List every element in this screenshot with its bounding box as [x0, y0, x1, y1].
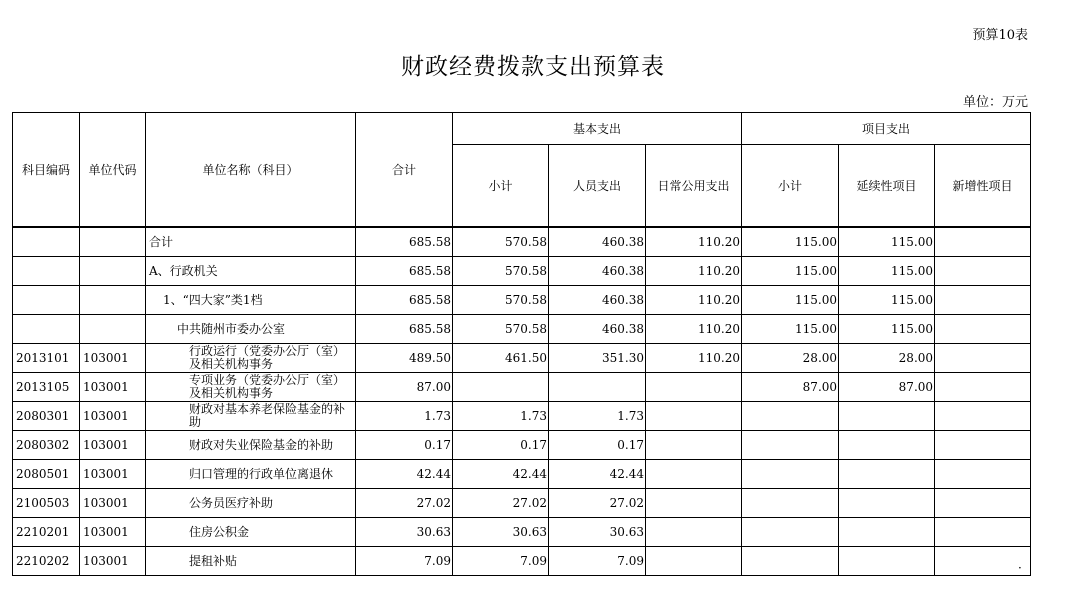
cell-daily-public	[646, 315, 742, 344]
cell-new	[935, 489, 1031, 518]
table-row	[13, 257, 1031, 286]
page-title: 财政经费拨款支出预算表	[401, 54, 665, 80]
cell-basic-subtotal	[453, 402, 549, 431]
cell-subject-code	[13, 227, 80, 257]
cell-unit-code	[80, 315, 146, 344]
cell-unit-name-text: 公务员医疗补助	[189, 495, 274, 510]
cell-daily-public	[646, 373, 742, 402]
cell-unit-name	[146, 286, 356, 315]
cell-unit-name	[146, 460, 356, 489]
cell-personnel-text: 27.02	[609, 496, 644, 510]
cell-unit-code	[80, 286, 146, 315]
cell-unit-name-text: 住房公积金	[189, 524, 250, 539]
cell-subject-code	[13, 315, 80, 344]
cell-personnel	[549, 315, 646, 344]
cell-new	[935, 286, 1031, 315]
cell-daily-public	[646, 547, 742, 576]
unit-label: 单位：万元	[962, 95, 1028, 110]
cell-unit-code	[80, 460, 146, 489]
cell-unit-code-text: 103001	[83, 409, 129, 423]
table-row	[13, 402, 1031, 431]
budget-table	[12, 112, 1031, 576]
cell-basic-subtotal-text: 570.58	[505, 235, 547, 249]
col-header-project-subtotal: 小计	[742, 145, 839, 228]
cell-continuing	[839, 227, 935, 257]
cell-project-subtotal	[742, 315, 839, 344]
cell-continuing-text: 115.00	[891, 322, 934, 336]
cell-unit-name	[146, 315, 356, 344]
cell-total-text: 7.09	[424, 554, 451, 568]
cell-daily-public	[646, 286, 742, 315]
col-header-daily-public: 日常公用支出	[646, 145, 742, 228]
cell-continuing-text: 115.00	[891, 235, 934, 249]
cell-daily-public	[646, 460, 742, 489]
cell-total-text: 27.02	[416, 496, 451, 510]
cell-basic-subtotal-text: 461.50	[505, 351, 547, 365]
cell-project-subtotal	[742, 344, 839, 373]
cell-new	[935, 431, 1031, 460]
cell-basic-subtotal-text: 30.63	[512, 525, 547, 539]
cell-basic-subtotal	[453, 286, 549, 315]
cell-project-subtotal	[742, 373, 839, 402]
cell-unit-name-text: A、行政机关	[149, 263, 218, 278]
cell-subject-code-text: 2210202	[16, 554, 70, 568]
cell-basic-subtotal	[453, 344, 549, 373]
cell-unit-name-text: 中共随州市委办公室	[177, 321, 286, 336]
cell-personnel	[549, 431, 646, 460]
cell-continuing	[839, 489, 935, 518]
cell-total	[356, 344, 453, 373]
cell-personnel	[549, 257, 646, 286]
table-row	[13, 460, 1031, 489]
cell-personnel	[549, 286, 646, 315]
cell-project-subtotal-text: 115.00	[795, 235, 838, 249]
cell-project-subtotal-text: 115.00	[795, 293, 838, 307]
cell-continuing-text: 115.00	[891, 264, 934, 278]
cell-unit-name	[146, 547, 356, 576]
table-row	[13, 547, 1031, 576]
cell-total-text: 0.17	[424, 438, 451, 452]
cell-unit-code-text: 103001	[83, 496, 129, 510]
cell-subject-code	[13, 547, 80, 576]
cell-new	[935, 344, 1031, 373]
cell-daily-public	[646, 518, 742, 547]
cell-personnel-text: 460.38	[602, 264, 644, 278]
cell-unit-code	[80, 402, 146, 431]
cell-total	[356, 227, 453, 257]
cell-basic-subtotal-text: 0.17	[520, 438, 547, 452]
cell-unit-name	[146, 227, 356, 257]
cell-total	[356, 460, 453, 489]
cell-total-text: 87.00	[416, 380, 451, 394]
cell-unit-name-text: 专项业务（党委办公厅（室）及相关机构事务	[189, 373, 346, 400]
cell-total	[356, 257, 453, 286]
cell-subject-code	[13, 257, 80, 286]
cell-project-subtotal	[742, 402, 839, 431]
cell-personnel-text: 351.30	[602, 351, 644, 365]
cell-total-text: 1.73	[424, 409, 451, 423]
cell-project-subtotal-text: 115.00	[795, 322, 838, 336]
cell-unit-name-text: 合计	[149, 234, 174, 249]
cell-continuing	[839, 547, 935, 576]
cell-total-text: 685.58	[409, 322, 451, 336]
cell-unit-code	[80, 547, 146, 576]
cell-daily-public	[646, 431, 742, 460]
table-row	[13, 315, 1031, 344]
col-header-unit-code: 单位代码	[80, 113, 146, 228]
col-header-project: 项目支出	[742, 113, 1031, 145]
cell-project-subtotal	[742, 489, 839, 518]
table-row	[13, 227, 1031, 257]
cell-basic-subtotal	[453, 489, 549, 518]
table-row	[13, 431, 1031, 460]
cell-unit-name-text: 财政对失业保险基金的补助	[189, 437, 334, 452]
cell-new	[935, 402, 1031, 431]
cell-personnel	[549, 344, 646, 373]
cell-basic-subtotal	[453, 227, 549, 257]
cell-total-text: 30.63	[416, 525, 451, 539]
cell-unit-name-text: 财政对基本养老保险基金的补助	[189, 402, 346, 429]
cell-daily-public	[646, 227, 742, 257]
cell-unit-name	[146, 518, 356, 547]
cell-unit-name-text: 提租补贴	[189, 553, 238, 568]
cell-continuing	[839, 431, 935, 460]
cell-subject-code-text: 2080501	[16, 467, 70, 481]
table-row	[13, 489, 1031, 518]
cell-basic-subtotal-text: 42.44	[512, 467, 547, 481]
cell-personnel-text: 7.09	[617, 554, 644, 568]
cell-subject-code	[13, 431, 80, 460]
cell-personnel-text: 460.38	[602, 293, 644, 307]
cell-personnel-text: 460.38	[602, 322, 644, 336]
cell-total-text: 489.50	[409, 351, 451, 365]
table-row	[13, 373, 1031, 402]
cell-subject-code-text: 2100503	[16, 496, 70, 510]
cell-subject-code	[13, 460, 80, 489]
cell-basic-subtotal-text: 570.58	[505, 293, 547, 307]
cell-project-subtotal	[742, 460, 839, 489]
cell-project-subtotal	[742, 227, 839, 257]
cell-basic-subtotal-text: 1.73	[520, 409, 547, 423]
cell-new	[935, 373, 1031, 402]
cell-continuing	[839, 402, 935, 431]
cell-continuing	[839, 373, 935, 402]
cell-total	[356, 547, 453, 576]
table-row	[13, 344, 1031, 373]
cell-subject-code	[13, 286, 80, 315]
cell-total	[356, 315, 453, 344]
cell-subject-code-text: 2013105	[16, 380, 70, 394]
cell-daily-public	[646, 402, 742, 431]
table-number: 预算10表	[972, 28, 1028, 43]
cell-continuing	[839, 315, 935, 344]
cell-new	[935, 518, 1031, 547]
cell-basic-subtotal	[453, 460, 549, 489]
cell-personnel	[549, 489, 646, 518]
cell-daily-public-text: 110.20	[698, 351, 741, 365]
cell-unit-code	[80, 344, 146, 373]
col-header-new: 新增性项目	[935, 145, 1031, 228]
cell-basic-subtotal	[453, 315, 549, 344]
cell-total	[356, 402, 453, 431]
cell-personnel	[549, 373, 646, 402]
cell-total-text: 685.58	[409, 264, 451, 278]
cell-unit-name	[146, 257, 356, 286]
cell-daily-public-text: 110.20	[698, 264, 741, 278]
cell-unit-name	[146, 431, 356, 460]
cell-daily-public	[646, 489, 742, 518]
cell-daily-public	[646, 344, 742, 373]
cell-basic-subtotal-text: 27.02	[512, 496, 547, 510]
cell-unit-name	[146, 489, 356, 518]
cell-unit-name	[146, 373, 356, 402]
cell-basic-subtotal	[453, 257, 549, 286]
cell-personnel-text: 42.44	[609, 467, 644, 481]
cell-daily-public	[646, 257, 742, 286]
cell-project-subtotal	[742, 431, 839, 460]
cell-project-subtotal	[742, 547, 839, 576]
cell-new	[935, 227, 1031, 257]
table-row	[13, 518, 1031, 547]
cell-subject-code	[13, 489, 80, 518]
cell-total	[356, 373, 453, 402]
cell-unit-code-text: 103001	[83, 351, 129, 365]
cell-unit-name-text: 行政运行（党委办公厅（室）及相关机构事务	[189, 344, 346, 371]
cell-daily-public-text: 110.20	[698, 235, 741, 249]
cell-continuing-text: 115.00	[891, 293, 934, 307]
cell-new	[935, 257, 1031, 286]
cell-total-text: 42.44	[416, 467, 451, 481]
cell-personnel-text: 1.73	[617, 409, 644, 423]
cell-basic-subtotal-text: 570.58	[505, 322, 547, 336]
col-header-basic-subtotal: 小计	[453, 145, 549, 228]
cell-daily-public-text: 110.20	[698, 322, 741, 336]
col-header-basic: 基本支出	[453, 113, 742, 145]
cell-project-subtotal-text: 87.00	[802, 380, 838, 394]
cell-unit-code-text: 103001	[83, 554, 129, 568]
cell-subject-code-text: 2013101	[16, 351, 70, 365]
cell-basic-subtotal	[453, 431, 549, 460]
cell-personnel-text: 30.63	[609, 525, 644, 539]
cell-personnel	[549, 227, 646, 257]
cell-subject-code	[13, 518, 80, 547]
cell-unit-code	[80, 257, 146, 286]
cell-unit-name	[146, 402, 356, 431]
cell-unit-code-text: 103001	[83, 438, 129, 452]
col-header-continuing: 延续性项目	[839, 145, 935, 228]
cell-project-subtotal	[742, 518, 839, 547]
table-row	[13, 286, 1031, 315]
cell-personnel	[549, 460, 646, 489]
cell-daily-public-text: 110.20	[698, 293, 741, 307]
col-header-subject-code: 科目编码	[13, 113, 80, 228]
cell-basic-subtotal	[453, 373, 549, 402]
cell-subject-code-text: 2080301	[16, 409, 70, 423]
cell-new	[935, 547, 1031, 576]
cell-unit-code-text: 103001	[83, 525, 129, 539]
cell-basic-subtotal-text: 570.58	[505, 264, 547, 278]
cell-personnel	[549, 518, 646, 547]
cell-project-subtotal	[742, 257, 839, 286]
cell-new	[935, 460, 1031, 489]
cell-continuing	[839, 460, 935, 489]
cell-basic-subtotal-text: 7.09	[520, 554, 547, 568]
cell-unit-code	[80, 373, 146, 402]
cell-unit-name-text: 归口管理的行政单位离退休	[189, 466, 334, 481]
cell-project-subtotal	[742, 286, 839, 315]
cell-continuing-text: 28.00	[898, 351, 934, 365]
cell-unit-code	[80, 227, 146, 257]
cell-unit-name-text: 1、“四大家”类1档	[163, 292, 263, 307]
stray-mark: ·	[1018, 561, 1022, 575]
cell-project-subtotal-text: 115.00	[795, 264, 838, 278]
col-header-personnel: 人员支出	[549, 145, 646, 228]
cell-unit-code-text: 103001	[83, 380, 129, 394]
cell-personnel-text: 0.17	[617, 438, 644, 452]
cell-unit-name	[146, 344, 356, 373]
cell-subject-code-text: 2080302	[16, 438, 70, 452]
cell-continuing	[839, 344, 935, 373]
cell-continuing	[839, 257, 935, 286]
cell-continuing	[839, 518, 935, 547]
cell-basic-subtotal	[453, 547, 549, 576]
cell-continuing	[839, 286, 935, 315]
cell-total	[356, 489, 453, 518]
cell-unit-code	[80, 431, 146, 460]
cell-total-text: 685.58	[409, 293, 451, 307]
cell-total	[356, 518, 453, 547]
cell-total	[356, 286, 453, 315]
cell-new	[935, 315, 1031, 344]
cell-unit-code-text: 103001	[83, 467, 129, 481]
cell-subject-code	[13, 402, 80, 431]
cell-continuing-text: 87.00	[898, 380, 934, 394]
cell-personnel	[549, 402, 646, 431]
cell-project-subtotal-text: 28.00	[802, 351, 838, 365]
cell-total-text: 685.58	[409, 235, 451, 249]
cell-personnel	[549, 547, 646, 576]
col-header-total: 合计	[356, 113, 453, 228]
cell-personnel-text: 460.38	[602, 235, 644, 249]
cell-basic-subtotal	[453, 518, 549, 547]
col-header-unit-name: 单位名称（科目）	[146, 113, 356, 228]
cell-unit-code	[80, 489, 146, 518]
cell-subject-code	[13, 373, 80, 402]
cell-subject-code	[13, 344, 80, 373]
cell-subject-code-text: 2210201	[16, 525, 70, 539]
cell-total	[356, 431, 453, 460]
cell-unit-code	[80, 518, 146, 547]
